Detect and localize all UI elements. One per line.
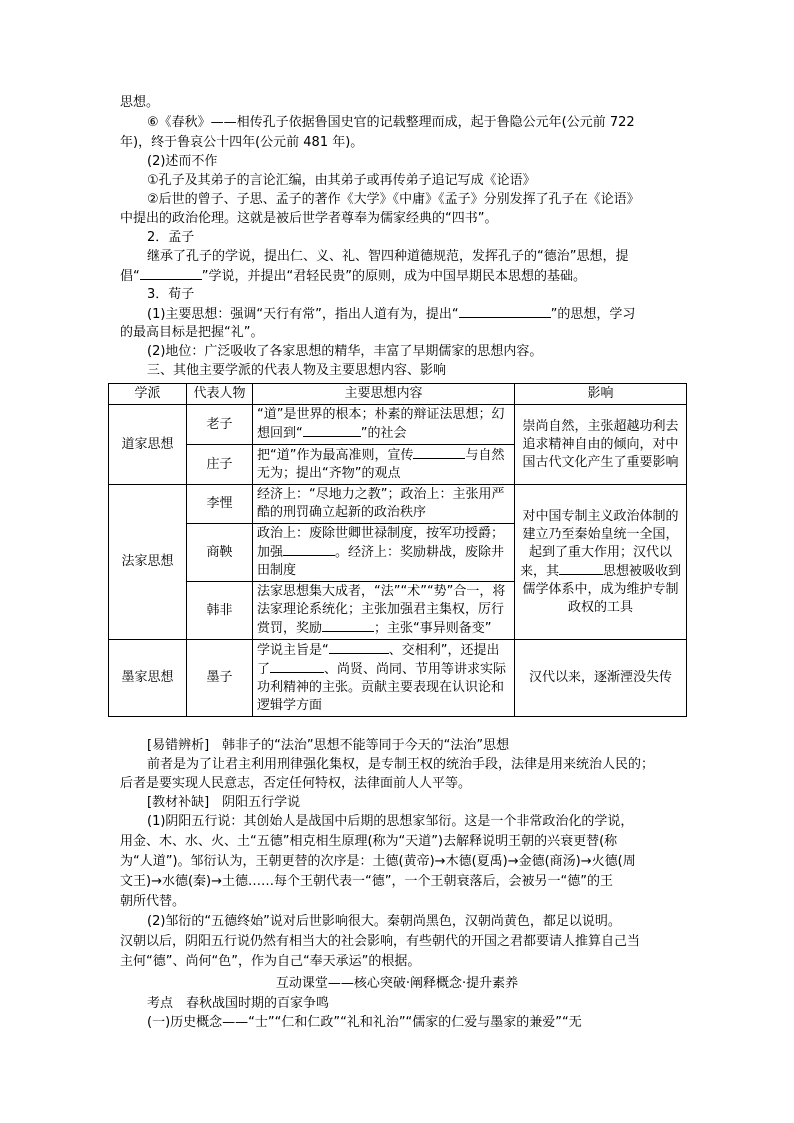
kaodian-line: 考点 春秋战国时期的百家争鸣 [147, 996, 330, 1011]
table-row [109, 485, 687, 524]
text-line: 2．孟子 [147, 230, 195, 245]
note-line: [易错辨析] 韩非子的“法治”思想不能等同于今天的“法治”思想 [147, 738, 510, 753]
text-line: 三、其他主要学派的代表人物及主要思想内容、影响 [147, 363, 447, 378]
fill-blank[interactable] [303, 424, 361, 437]
text-segment: 学说主旨是“ [257, 643, 329, 658]
text-line [147, 305, 707, 324]
text-segment: 把“道”作为最高准则，宣传 [257, 448, 414, 463]
influence-mojia: 汉代以来，逐渐湮没失传 [515, 640, 687, 717]
text-segment: 、交相利”，还提出了 [257, 643, 500, 677]
school-fajia: 法家思想 [109, 485, 187, 640]
fill-blank[interactable] [140, 267, 202, 280]
content-mozi [253, 640, 515, 717]
text-segment: 政治上：废除世卿世禄制度，按军功授爵；加强 [257, 526, 505, 560]
note-line: 为“人道”)。邹衍认为，王朝更替的次序是：土德(黄帝)→木德(夏禹)→金德(商汤)→火德(周 [120, 854, 636, 869]
text-line: 继承了孔子的学说，提出仁、义、礼、智四种道德规范，发挥孔子的“德治”思想，提 [147, 249, 629, 264]
text-segment: 、尚贤、尚同、节用等讲求实际功利精神的主张。贡献主要表现在认识论和逻辑学方面 [257, 662, 507, 713]
text-line: 3．荀子 [147, 287, 195, 302]
note-line: (1)阴阳五行说：其创始人是战国中后期的思想家邹衍。这是一个非常政治化的学说， [147, 814, 634, 829]
fill-blank[interactable] [459, 305, 551, 318]
content-likui: 经济上：“尽地力之教”；政治上：主张用严酷的刑罚确立起新的政治秩序 [253, 485, 515, 524]
section-title: 互动课堂——核心突破·阐释概念·提升素养 [275, 976, 519, 991]
person-laozi: 老子 [187, 405, 253, 445]
content-zhuangzi [253, 445, 515, 485]
text-line: (2)述而不作 [147, 154, 218, 169]
note-line: 用金、木、水、火、土“五德”相克相生原理(称为“天道”)去解释说明王朝的兴衰更替(称 [120, 834, 618, 849]
table-row [109, 405, 687, 445]
text-segment: ”学说，并提出“君轻民贵”的原则，成为中国早期民本思想的基础。 [201, 269, 586, 284]
influence-daojia: 崇尚自然，主张超越功利去追求精神自由的倾向，对中国古代文化产生了重要影响 [515, 405, 687, 485]
schools-table [108, 383, 687, 717]
influence-fajia [515, 485, 687, 640]
text-line: (一)历史概念——“士”“仁和仁政”“礼和礼治”“儒家的仁爱与墨家的兼爱”“无 [147, 1015, 582, 1030]
text-line: 思想。 [120, 95, 160, 110]
note-line: 后者是要实现人民意志，否定任何特权，法律面前人人平等。 [120, 776, 472, 791]
text-line: (2)地位：广泛吸收了各家思想的精华，丰富了早期儒家的思想内容。 [147, 344, 543, 359]
text-line: ⑥《春秋》——相传孔子依据鲁国史官的记载整理而成，起于鲁隐公元年(公元前 722 [147, 115, 635, 130]
text-segment: “道”是世界的根本；朴素的辩证法思想；幻想回到“ [257, 407, 505, 441]
note-line: (2)邹衍的“五德终始”说对后世影响很大。秦朝尚黑色，汉朝尚黄色，都足以说明。 [147, 914, 621, 929]
fill-blank[interactable] [283, 543, 335, 556]
header-person: 代表人物 [187, 384, 253, 405]
table-row [109, 640, 687, 717]
fill-blank[interactable] [270, 660, 324, 673]
person-likui: 李悝 [187, 485, 253, 524]
note-line: [教材补缺] 阴阳五行学说 [147, 795, 301, 810]
text-line: 中提出的政治伦理。这就是被后世学者尊奉为儒家经典的“四书”。 [120, 211, 498, 226]
text-segment: 法家思想集大成者，“法”“术”“势”合一，将法家理论系统化；主张加强君主集权，厉行赏罚，奖励 [257, 584, 506, 636]
note-line: 前者是为了让君主利用刑律强化集权，是专制王权的统治手段，法律是用来统治人民的； [147, 757, 655, 772]
person-hanfei: 韩非 [187, 582, 253, 640]
header-school: 学派 [109, 384, 187, 405]
school-mojia: 墨家思想 [109, 640, 187, 717]
content-shangyang [253, 524, 515, 582]
table-header-row [109, 384, 687, 405]
text-segment: 思想被吸收到儒学体系中，成为维护专制政权的工具 [522, 563, 682, 615]
fill-blank[interactable] [322, 619, 374, 632]
note-line: 朝所代替。 [120, 894, 186, 909]
person-shangyang: 商鞅 [187, 524, 253, 582]
fill-blank[interactable] [559, 562, 603, 575]
header-content: 主要思想内容 [253, 384, 515, 405]
text-line: 年)，终于鲁哀公十四年(公元前 481 年)。 [120, 135, 364, 150]
content-laozi [253, 405, 515, 445]
school-daojia: 道家思想 [109, 405, 187, 485]
note-line: 文王)→水德(秦)→土德……每个王朝代表一“德”，一个王朝衰落后，会被另一“德”的王 [120, 874, 613, 889]
text-segment: 对中国专制主义政治体制的建立乃至秦始皇统一全国，起到了重大作用；汉代以来，其 [519, 508, 679, 579]
text-segment: 倡“ [120, 269, 140, 284]
header-influence: 影响 [515, 384, 687, 405]
fill-blank[interactable] [329, 641, 389, 654]
text-line: ①孔子及其弟子的言论汇编，由其弟子或再传弟子追记写成《论语》 [147, 173, 536, 188]
text-segment: 与自然无为；提出“齐物”的观点 [257, 448, 505, 481]
person-zhuangzi: 庄子 [187, 445, 253, 485]
text-segment: (1)主要思想：强调“天行有常”，指出人道有为，提出“ [147, 307, 459, 322]
text-line: 的最高目标是把握“礼”。 [120, 325, 264, 340]
text-line: ②后世的曾子、子思、孟子的著作《大学》《中庸》《孟子》分别发挥了孔子在《论语》 [147, 192, 640, 207]
text-segment: ；主张“事异则备变” [374, 621, 492, 636]
content-hanfei [253, 582, 515, 640]
person-mozi: 墨子 [187, 640, 253, 717]
text-segment: ”的思想，学习 [550, 307, 636, 322]
text-segment: ”的社会 [360, 426, 407, 441]
fill-blank[interactable] [413, 446, 465, 459]
text-segment: 。经济上：奖励耕战，废除井田制度 [257, 545, 505, 578]
text-line [120, 267, 680, 286]
note-line: 汉朝以后，阴阳五行说仍然有相当大的社会影响，有些朝代的开国之君都要请人推算自己当 [120, 934, 641, 949]
note-line: 主何“德”、尚何“色”，作为自己“奉天承运”的根据。 [120, 954, 421, 969]
